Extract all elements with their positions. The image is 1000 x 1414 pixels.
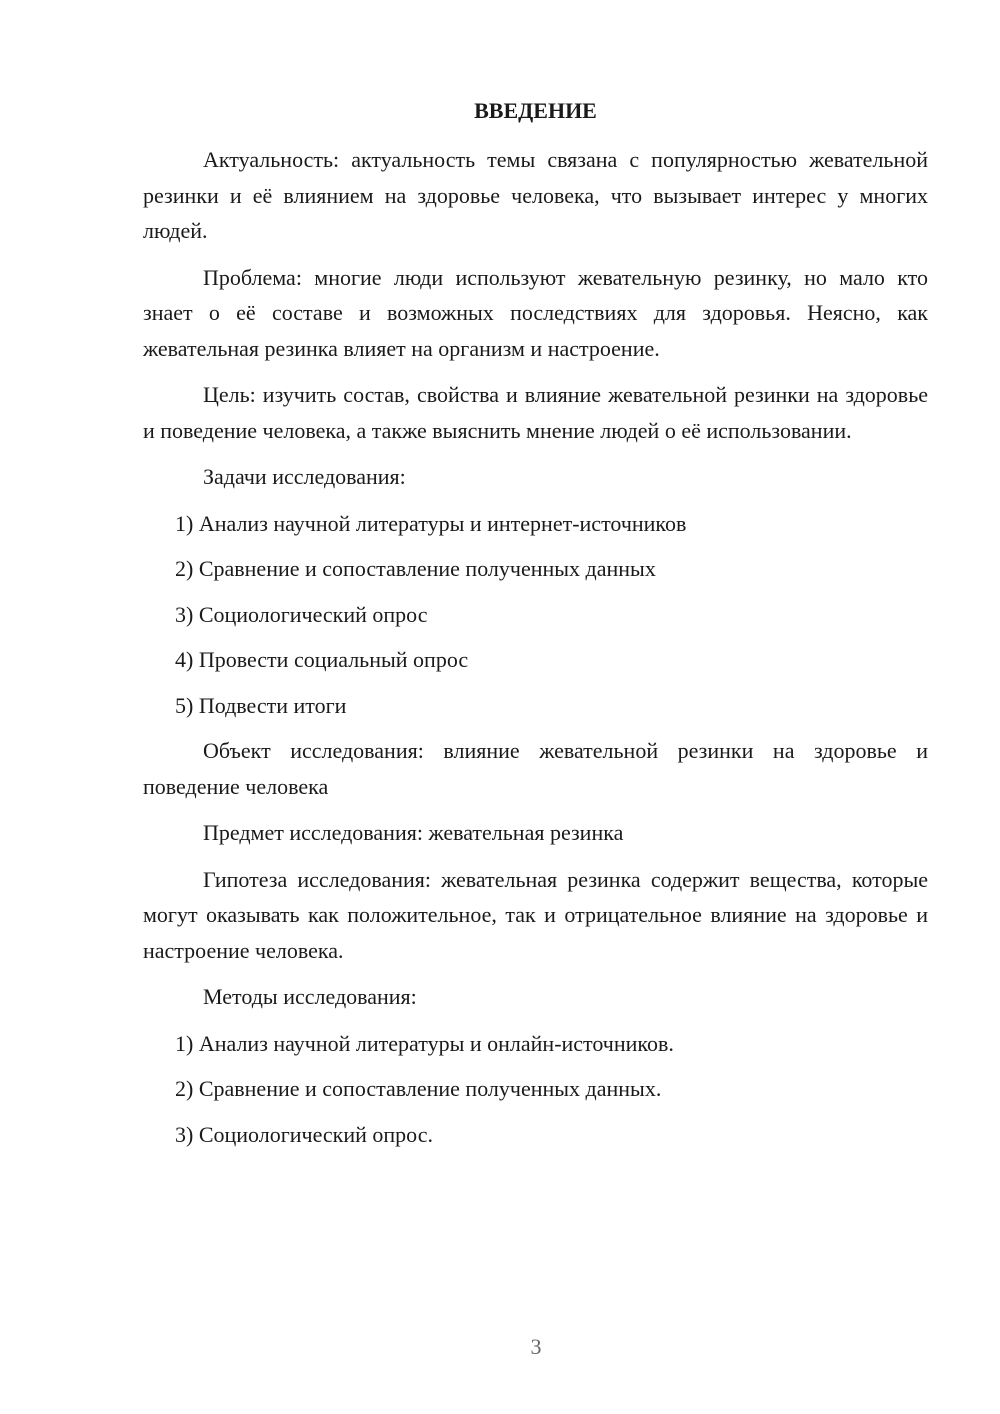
paragraph-subject: Предмет исследования: жевательная резинка — [203, 820, 624, 845]
tasks-heading: Задачи исследования: — [203, 464, 406, 489]
tasks-list — [143, 506, 928, 723]
methods-heading: Методы исследования: — [203, 984, 417, 1009]
section-title: ВВЕДЕНИЕ — [474, 98, 597, 123]
list-item: 1) Анализ научной литературы и интернет-источников — [175, 510, 687, 536]
list-item: 2) Сравнение и сопоставление полученных данных — [175, 556, 656, 581]
paragraph-problem: Проблема: многие люди используют жевательную резинку, но мало кто знает о её составе и возможных последствиях для здоровья. Неясно, как жевательная резинка влияет на организм и настроение. — [143, 264, 928, 361]
paragraph-relevance: Актуальность: актуальность темы связана с популярностью жевательной резинки и её влиянием на здоровье человека, что вызывает интерес у многих людей. — [143, 147, 928, 243]
paragraph-object: Объект исследования: влияние жевательной резинки на здоровье и поведение человека — [143, 738, 928, 799]
list-item: 3) Социологический опрос — [175, 601, 428, 627]
page-number: 3 — [530, 1334, 542, 1359]
list-item: 3) Социологический опрос. — [175, 1121, 433, 1147]
list-item: 2) Сравнение и сопоставление полученных данных. — [175, 1076, 662, 1101]
page-content — [143, 94, 928, 1162]
list-item: 5) Подвести итоги — [175, 692, 347, 718]
paragraph-hypothesis: Гипотеза исследования: жевательная резинка содержит вещества, которые могут оказывать как положительное, так и отрицательное влияние на здоровье и настроение человека. — [143, 866, 928, 963]
paragraph-goal: Цель: изучить состав, свойства и влияние жевательной резинки на здоровье и поведение человека, а также выяснить мнение людей о её использовании. — [143, 382, 928, 443]
list-item: 1) Анализ научной литературы и онлайн-источников. — [175, 1030, 674, 1056]
methods-list — [143, 1026, 928, 1152]
list-item: 4) Провести социальный опрос — [175, 647, 469, 672]
